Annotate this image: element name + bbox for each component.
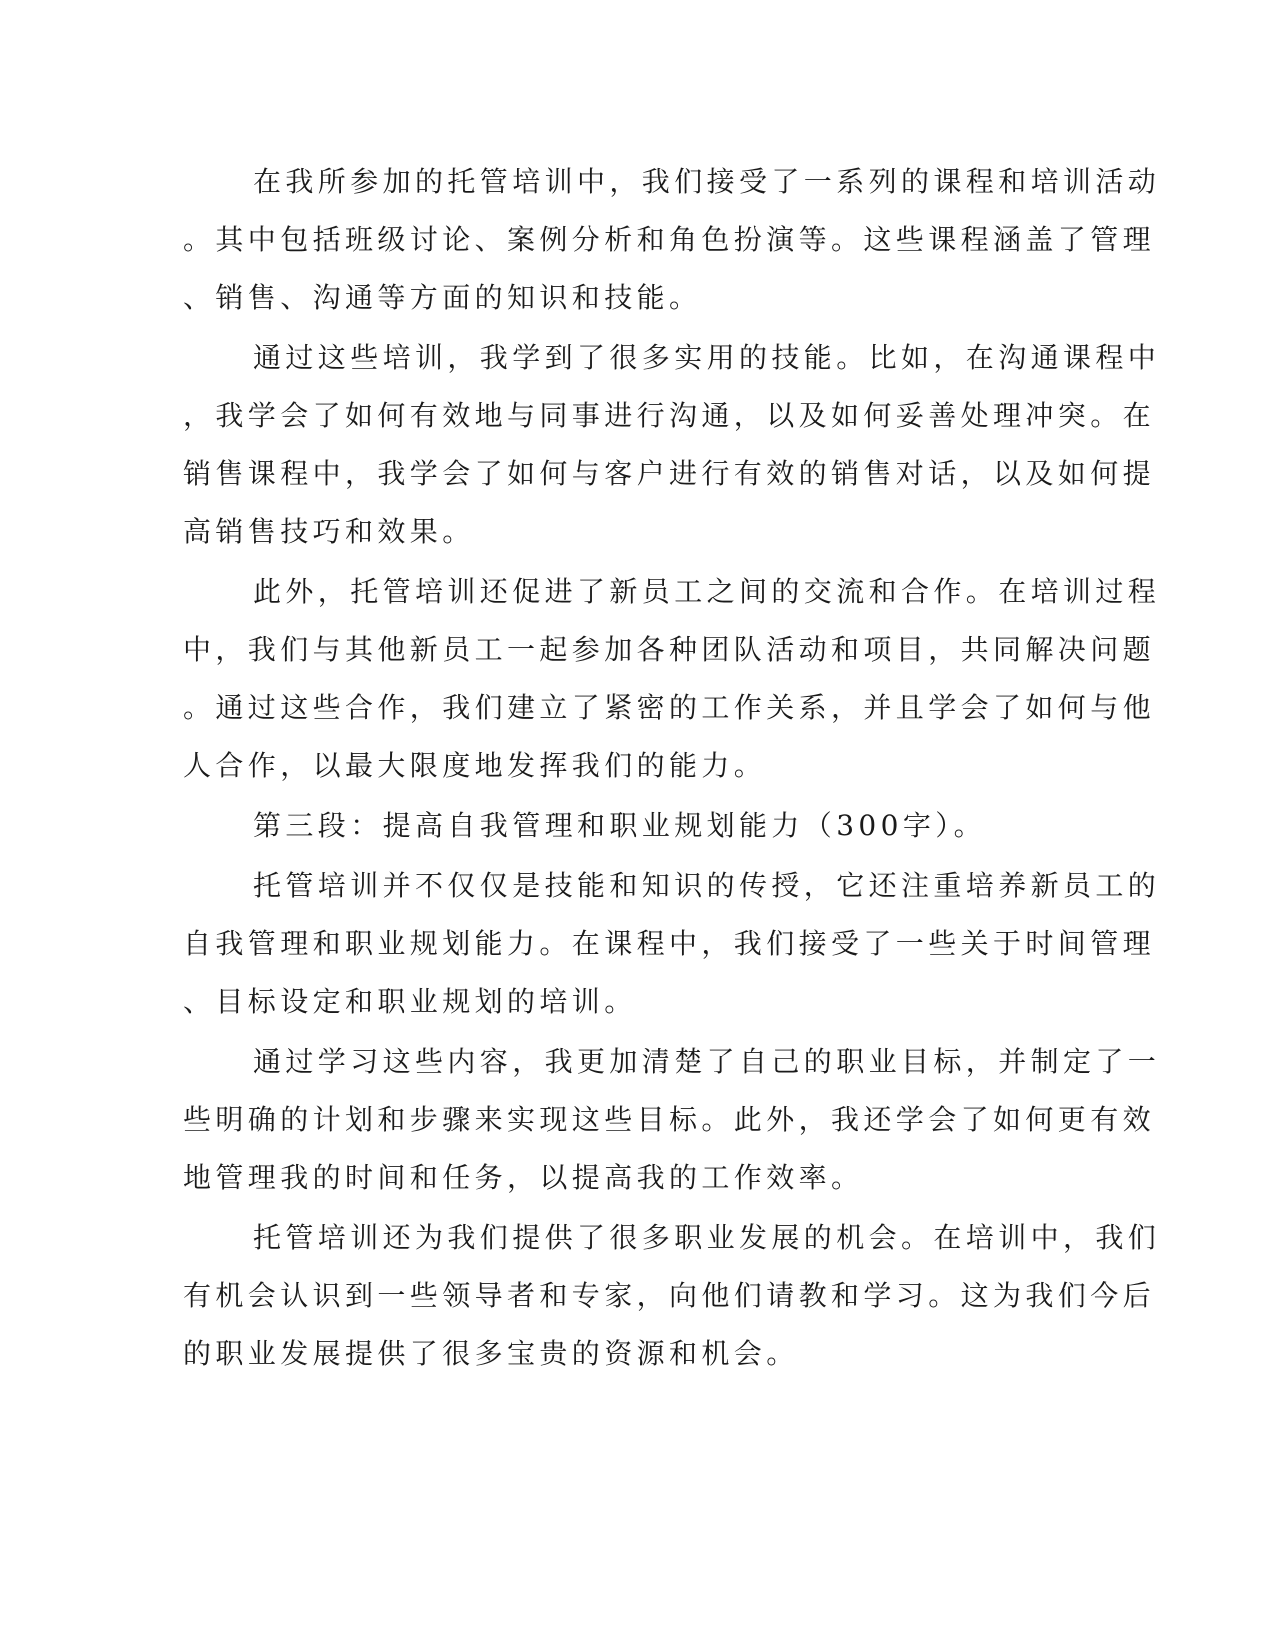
paragraph-4-line-1: 托管培训并不仅仅是技能和知识的传授，它还注重培养新员工的: [253, 869, 1161, 902]
paragraph-3-line-2: 中，我们与其他新员工一起参加各种团队活动和项目，共同解决问题: [183, 633, 1156, 666]
paragraph-2-line-1: 通过这些培训，我学到了很多实用的技能。比如，在沟通课程中: [253, 341, 1161, 374]
paragraph-2-line-4: 高销售技巧和效果。: [183, 515, 475, 548]
paragraph-5-line-3: 地管理我的时间和任务，以提高我的工作效率。: [183, 1161, 864, 1194]
paragraph-3-line-4: 人合作，以最大限度地发挥我们的能力。: [183, 749, 767, 782]
paragraph-2-line-2: ，我学会了如何有效地与同事进行沟通，以及如何妥善处理冲突。在: [183, 399, 1156, 432]
paragraph-2-line-3: 销售课程中，我学会了如何与客户进行有效的销售对话，以及如何提: [183, 457, 1156, 490]
paragraph-1-line-1: 在我所参加的托管培训中，我们接受了一系列的课程和培训活动: [253, 165, 1161, 198]
paragraph-1-line-3: 、销售、沟通等方面的知识和技能。: [183, 281, 702, 314]
section-heading: 第三段：提高自我管理和职业规划能力（300字）。: [253, 809, 987, 842]
paragraph-5-line-1: 通过学习这些内容，我更加清楚了自己的职业目标，并制定了一: [253, 1045, 1161, 1078]
paragraph-3-line-3: 。通过这些合作，我们建立了紧密的工作关系，并且学会了如何与他: [183, 691, 1156, 724]
paragraph-1-line-2: 。其中包括班级讨论、案例分析和角色扮演等。这些课程涵盖了管理: [183, 223, 1156, 256]
paragraph-3-line-1: 此外，托管培训还促进了新员工之间的交流和合作。在培训过程: [253, 575, 1161, 608]
paragraph-6-line-2: 有机会认识到一些领导者和专家，向他们请教和学习。这为我们今后: [183, 1279, 1156, 1312]
paragraph-6-line-1: 托管培训还为我们提供了很多职业发展的机会。在培训中，我们: [253, 1221, 1161, 1254]
paragraph-4-line-2: 自我管理和职业规划能力。在课程中，我们接受了一些关于时间管理: [183, 927, 1156, 960]
paragraph-6-line-3: 的职业发展提供了很多宝贵的资源和机会。: [183, 1337, 799, 1370]
paragraph-5-line-2: 些明确的计划和步骤来实现这些目标。此外，我还学会了如何更有效: [183, 1103, 1156, 1136]
paragraph-4-line-3: 、目标设定和职业规划的培训。: [183, 985, 637, 1018]
